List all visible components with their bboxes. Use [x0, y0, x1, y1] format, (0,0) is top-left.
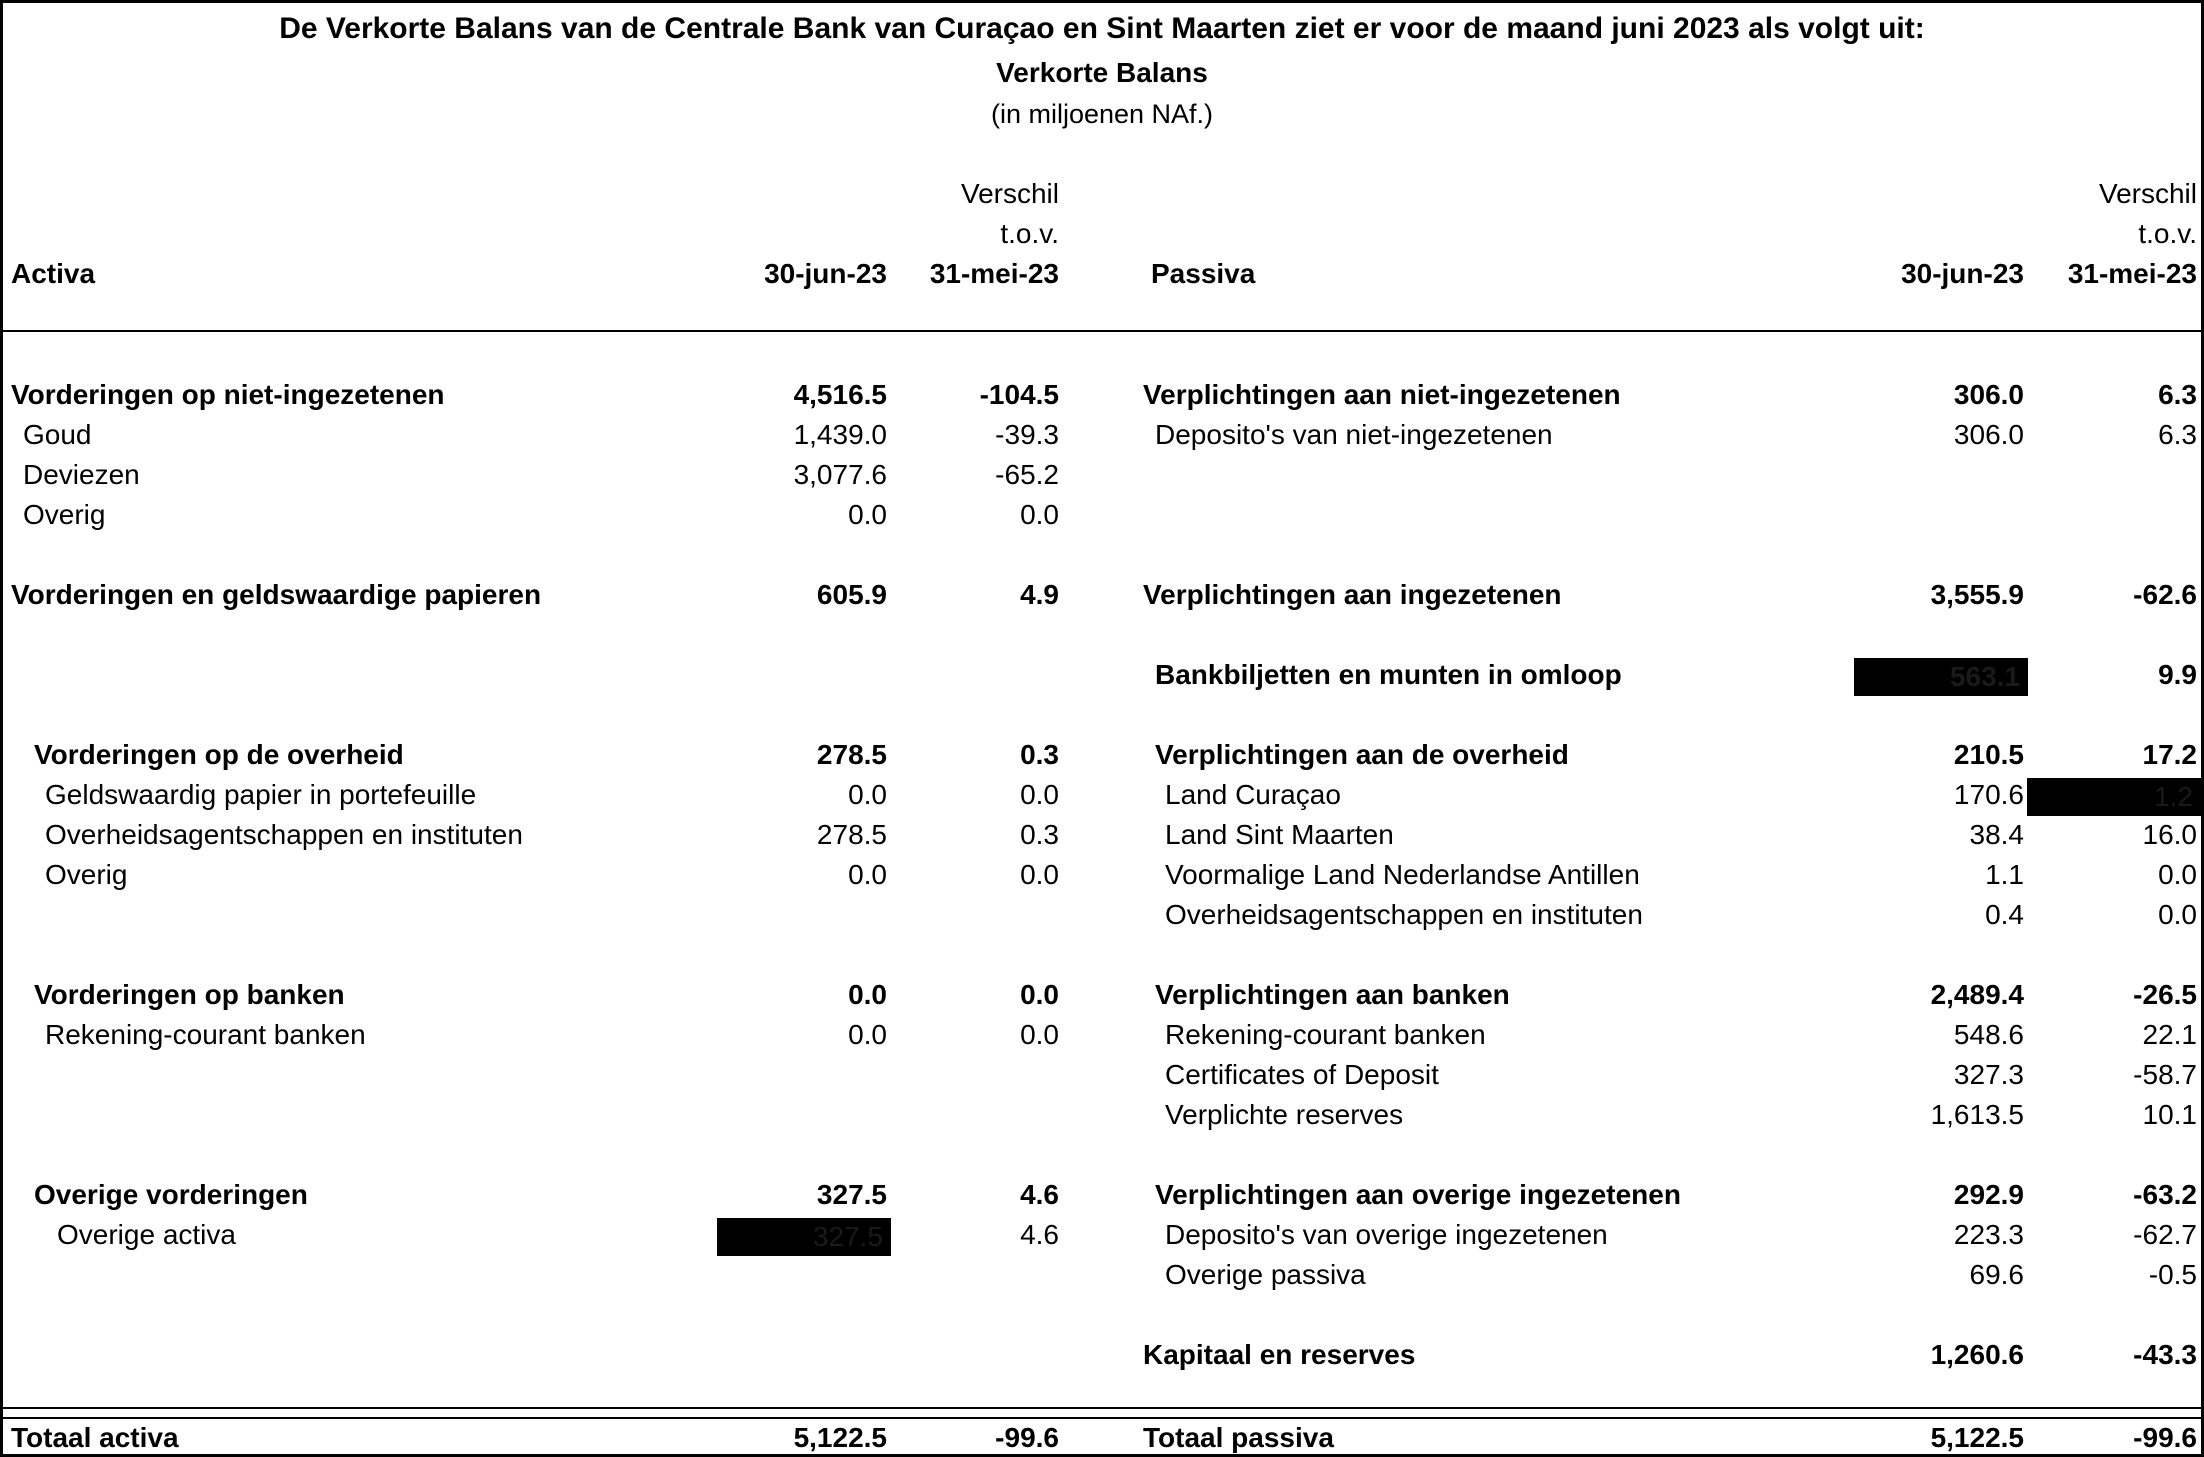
header-rule: [3, 330, 2201, 332]
passiva-header: Passiva: [1151, 258, 1256, 289]
redaction-box: 1.2: [2027, 778, 2201, 816]
left-diff-value: 0.0: [1020, 1019, 1059, 1050]
activa-prior-date-header: 31-mei-23: [929, 258, 1059, 289]
right-row-label: Land Sint Maarten: [1165, 819, 1394, 850]
right-diff-value: 6.3: [2158, 419, 2197, 450]
redaction-box: 563.1: [1854, 658, 2028, 696]
left-diff-value: -65.2: [995, 459, 1059, 490]
left-diff-value: 4.6: [1020, 1179, 1059, 1210]
left-row-label: Vorderingen op niet-ingezetenen: [11, 379, 445, 410]
left-current-value: 1,439.0: [793, 419, 887, 450]
right-diff-value: -58.7: [2133, 1059, 2197, 1090]
right-current-value: 38.4: [1969, 819, 2024, 850]
totaal-passiva-diff-value: -99.6: [2133, 1422, 2197, 1453]
left-row-label: Rekening-courant banken: [45, 1019, 366, 1050]
left-current-value: 0.0: [848, 979, 887, 1010]
left-diff-value: -39.3: [995, 419, 1059, 450]
left-row-label: Overig: [23, 499, 106, 530]
right-diff-value: -43.3: [2133, 1339, 2197, 1370]
right-row-label: Overige passiva: [1165, 1259, 1366, 1290]
table-row: [3, 575, 2201, 615]
redaction-box: 327.5: [717, 1218, 891, 1256]
left-current-value: 605.9: [816, 579, 887, 610]
right-current-value: 170.6: [1953, 779, 2024, 810]
left-current-value: 0.0: [848, 1019, 887, 1050]
page-title: De Verkorte Balans van de Centrale Bank van Curaçao en Sint Maarten ziet er voor de maand juni 2023 als volgt uit:: [279, 12, 1925, 45]
table-row: [3, 1055, 2201, 1095]
table-row: [3, 495, 2201, 535]
table-row: [3, 535, 2201, 575]
right-current-value: 2,489.4: [1930, 979, 2024, 1010]
left-diff-value: 0.0: [1020, 499, 1059, 530]
table-row: [3, 735, 2201, 775]
right-diff-value: -62.7: [2133, 1219, 2197, 1250]
right-current-value: 223.3: [1953, 1219, 2024, 1250]
left-current-value: 4,516.5: [793, 379, 887, 410]
left-diff-value: 0.0: [1020, 859, 1059, 890]
table-row: [3, 1135, 2201, 1175]
right-diff-value: -26.5: [2133, 979, 2197, 1010]
right-current-value: 548.6: [1953, 1019, 2024, 1050]
table-row: [3, 895, 2201, 935]
passiva-verschil-label: Verschil: [2098, 178, 2197, 209]
table-row: [3, 455, 2201, 495]
unit-note: (in miljoenen NAf.): [990, 99, 1214, 129]
left-diff-value: 0.0: [1020, 779, 1059, 810]
totaal-passiva-label: Totaal passiva: [1143, 1422, 1334, 1453]
left-diff-value: 0.3: [1020, 739, 1059, 770]
right-row-label: Deposito's van niet-ingezetenen: [1155, 419, 1553, 450]
right-current-value: 292.9: [1953, 1179, 2024, 1210]
totaal-activa-diff-value: -99.6: [995, 1422, 1059, 1453]
right-current-value: 1,613.5: [1930, 1099, 2024, 1130]
table-row: [3, 1015, 2201, 1055]
right-row-label: Certificates of Deposit: [1165, 1059, 1439, 1090]
left-current-value: 0.0: [848, 859, 887, 890]
left-current-value: 0.0: [848, 499, 887, 530]
right-diff-value: -63.2: [2133, 1179, 2197, 1210]
right-row-label: Verplichtingen aan niet-ingezetenen: [1143, 379, 1621, 410]
right-diff-value: 16.0: [2142, 819, 2197, 850]
right-row-label: Overheidsagentschappen en instituten: [1165, 899, 1643, 930]
right-diff-value: -0.5: [2148, 1259, 2197, 1290]
right-current-value: 3,555.9: [1930, 579, 2024, 610]
right-row-label: Kapitaal en reserves: [1143, 1339, 1416, 1370]
activa-header: Activa: [11, 258, 96, 289]
table-row: [3, 375, 2201, 415]
table-row: [3, 815, 2201, 855]
table-row: [3, 615, 2201, 655]
right-diff-value: [2024, 775, 2197, 815]
passiva-current-date-header: 30-jun-23: [1901, 258, 2024, 289]
right-current-value: 306.0: [1953, 379, 2024, 410]
passiva-tov-label: t.o.v.: [2138, 218, 2197, 249]
right-diff-value: 0.0: [2158, 899, 2197, 930]
page-subtitle: Verkorte Balans: [996, 57, 1208, 88]
right-current-value: 69.6: [1969, 1259, 2024, 1290]
right-row-label: Rekening-courant banken: [1165, 1019, 1486, 1050]
activa-verschil-label: Verschil: [960, 178, 1059, 209]
right-row-label: Land Curaçao: [1165, 779, 1341, 810]
left-row-label: Overige activa: [57, 1219, 236, 1250]
left-row-label: Overig: [45, 859, 128, 890]
left-row-label: Goud: [23, 419, 92, 450]
table-row: [3, 855, 2201, 895]
left-diff-value: 4.9: [1020, 579, 1059, 610]
table-row: [3, 1255, 2201, 1295]
passiva-prior-date-header: 31-mei-23: [2067, 258, 2197, 289]
totals-row: [3, 1419, 2201, 1457]
activa-tov-label: t.o.v.: [1000, 218, 1059, 249]
right-diff-value: 17.2: [2142, 739, 2197, 770]
table-row: [3, 1095, 2201, 1135]
table-row: [3, 775, 2201, 815]
right-diff-value: 6.3: [2158, 379, 2197, 410]
table-row: [3, 935, 2201, 975]
left-row-label: Vorderingen en geldswaardige papieren: [11, 579, 542, 610]
left-row-label: Vorderingen op banken: [34, 979, 345, 1010]
right-diff-value: 22.1: [2142, 1019, 2197, 1050]
left-current-value: 3,077.6: [793, 459, 887, 490]
table-row: [3, 1215, 2201, 1255]
table-row: [3, 1295, 2201, 1335]
table-row: [3, 415, 2201, 455]
left-row-label: Overige vorderingen: [34, 1179, 308, 1210]
left-current-value: 278.5: [816, 739, 887, 770]
left-current-value: 278.5: [816, 819, 887, 850]
right-row-label: Deposito's van overige ingezetenen: [1165, 1219, 1608, 1250]
right-diff-value: 9.9: [2158, 659, 2197, 690]
left-diff-value: 0.3: [1020, 819, 1059, 850]
left-diff-value: -104.5: [979, 379, 1059, 410]
right-row-label: Bankbiljetten en munten in omloop: [1155, 659, 1622, 690]
right-current-value: 327.3: [1953, 1059, 2024, 1090]
right-diff-value: 0.0: [2158, 859, 2197, 890]
totaal-activa-label: Totaal activa: [11, 1422, 179, 1453]
left-row-label: Vorderingen op de overheid: [34, 739, 404, 770]
right-diff-value: 10.1: [2142, 1099, 2197, 1130]
left-row-label: Geldswaardig papier in portefeuille: [45, 779, 477, 810]
left-current-value: [639, 1215, 887, 1255]
right-row-label: Verplichtingen aan banken: [1155, 979, 1510, 1010]
right-current-value: [1778, 655, 2024, 695]
right-current-value: 1,260.6: [1930, 1339, 2024, 1370]
right-current-value: 0.4: [1985, 899, 2024, 930]
right-current-value: 210.5: [1953, 739, 2024, 770]
left-current-value: 327.5: [816, 1179, 887, 1210]
table-row: [3, 1175, 2201, 1215]
table-row: [3, 975, 2201, 1015]
table-row: [3, 655, 2201, 695]
table-row: [3, 695, 2201, 735]
activa-current-date-header: 30-jun-23: [764, 258, 887, 289]
right-row-label: Verplichtingen aan de overheid: [1155, 739, 1569, 770]
left-current-value: 0.0: [848, 779, 887, 810]
right-diff-value: -62.6: [2133, 579, 2197, 610]
right-current-value: 1.1: [1985, 859, 2024, 890]
right-row-label: Voormalige Land Nederlandse Antillen: [1165, 859, 1640, 890]
left-diff-value: 0.0: [1020, 979, 1059, 1010]
balance-rows: [3, 375, 2201, 1415]
left-row-label: Deviezen: [23, 459, 140, 490]
left-row-label: Overheidsagentschappen en instituten: [45, 819, 523, 850]
right-row-label: Verplichtingen aan ingezetenen: [1143, 579, 1562, 610]
totals-double-rule: [3, 1407, 2201, 1419]
totaal-passiva-current-value: 5,122.5: [1930, 1422, 2024, 1453]
right-row-label: Verplichtingen aan overige ingezetenen: [1155, 1179, 1681, 1210]
right-row-label: Verplichte reserves: [1165, 1099, 1404, 1130]
totaal-activa-current-value: 5,122.5: [793, 1422, 887, 1453]
table-row: [3, 1335, 2201, 1375]
right-current-value: 306.0: [1953, 419, 2024, 450]
left-diff-value: 4.6: [1020, 1219, 1059, 1250]
